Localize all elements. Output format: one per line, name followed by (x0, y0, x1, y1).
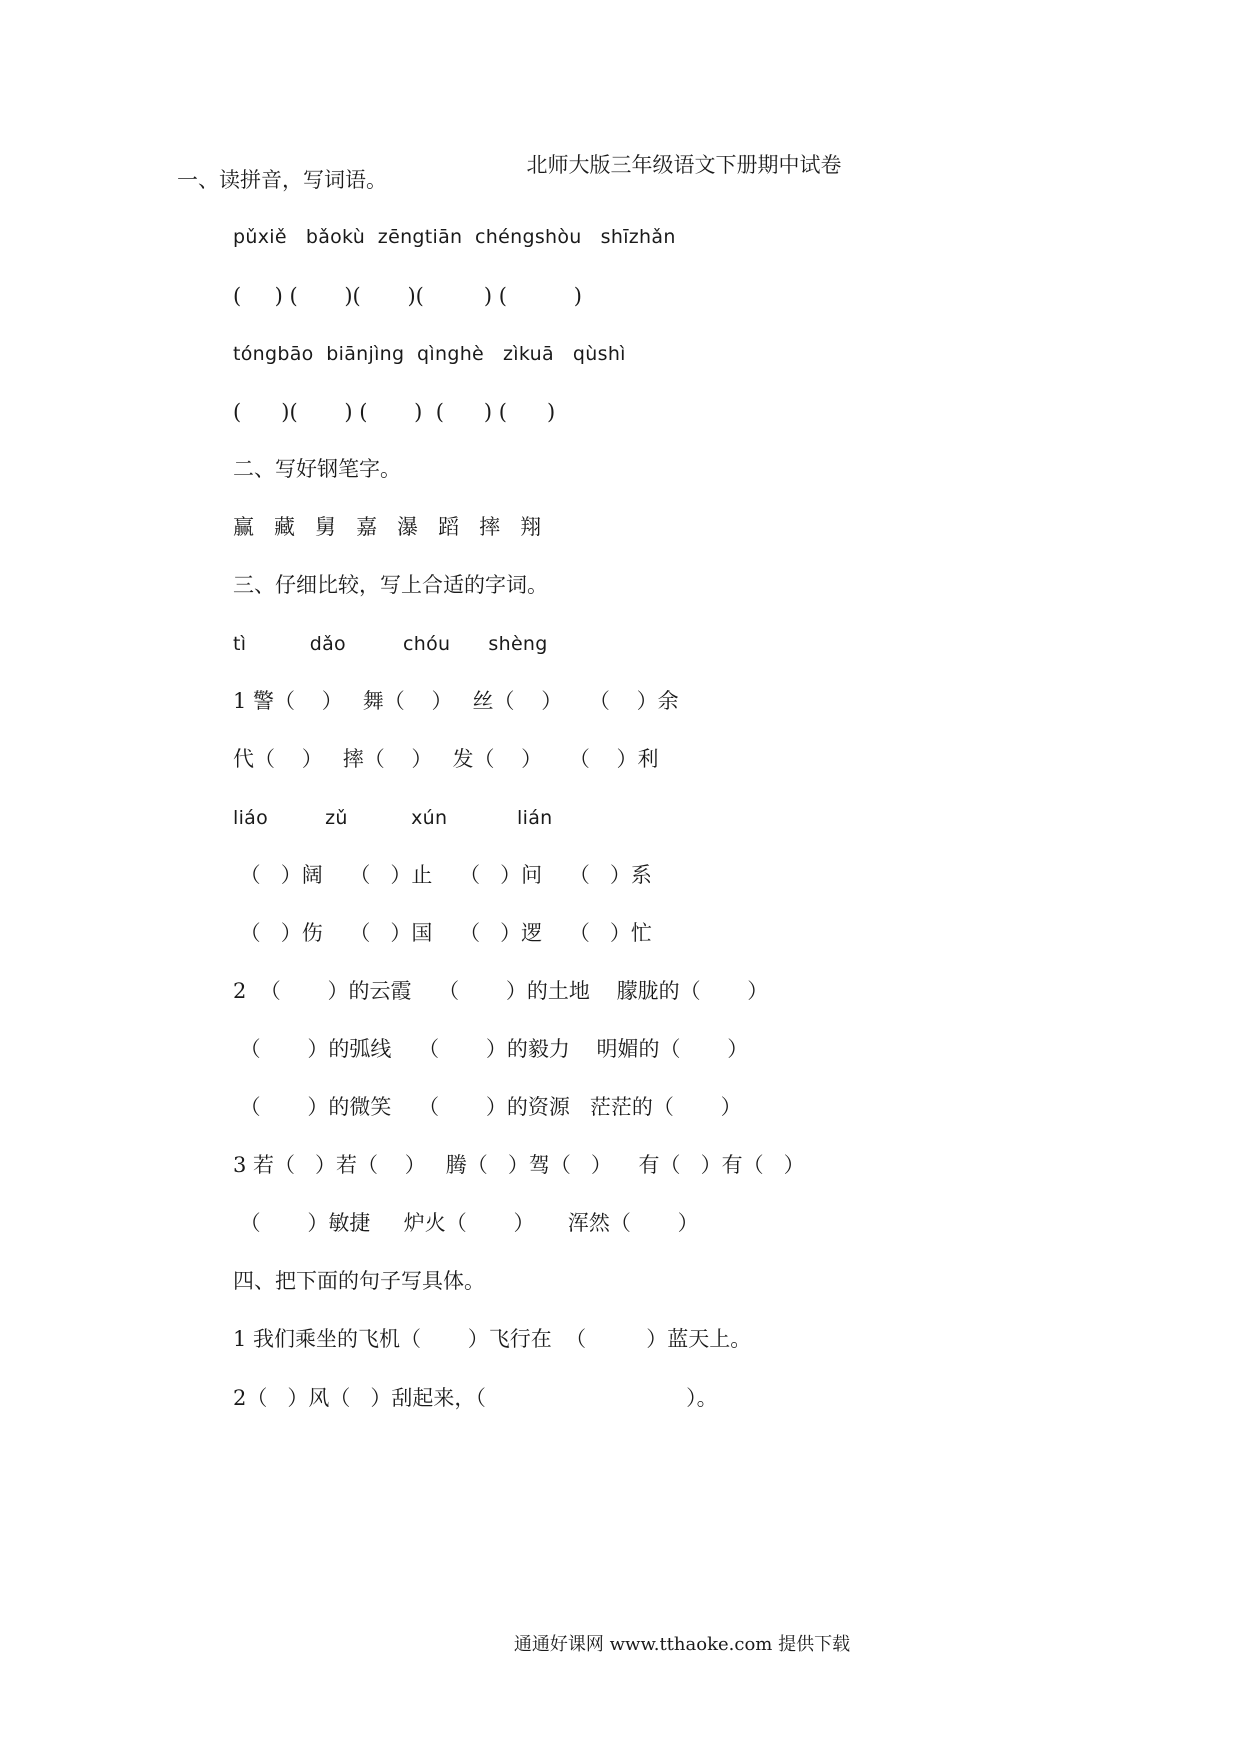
fill-row-a2: 代（ ） 摔（ ） 发（ ） （ ）利 (233, 747, 659, 771)
blank-row-1: ( ) ( )( )( ) ( ) (233, 284, 582, 308)
blank-row-2: ( )( ) ( ) ( ) ( ) (233, 400, 556, 424)
fill-row-c3: （ ）的微笑 （ ）的资源 茫茫的（ ） (233, 1095, 742, 1119)
section-1-heading: 一、读拼音，写词语。 (177, 168, 387, 192)
section-2-heading: 二、写好钢笔字。 (233, 457, 401, 481)
section-3-heading: 三、仔细比较，写上合适的字词。 (233, 573, 548, 597)
pinyin-row-2: tóngbāo biānjìng qìnghè zìkuā qùshì (233, 343, 626, 365)
fill-row-b1: （ ）阔 （ ）止 （ ）问 （ ）系 (233, 863, 652, 887)
fill-row-c2: （ ）的弧线 （ ）的毅力 明媚的（ ） (233, 1037, 749, 1061)
section-4-heading: 四、把下面的句子写具体。 (233, 1269, 485, 1293)
sentence-2: 2（ ）风（ ）刮起来，（ ）。 (233, 1386, 718, 1410)
fill-row-b2: （ ）伤 （ ）国 （ ）逻 （ ）忙 (233, 921, 652, 945)
sentence-1: 1 我们乘坐的飞机（ ）飞行在 （ ）蓝天上。 (233, 1327, 752, 1351)
pinyin-group-b: liáo zǔ xún lián (233, 807, 553, 829)
footer-credit: 通通好课网 www.tthaoke.com 提供下载 (513, 1634, 851, 1655)
pinyin-group-a: tì dǎo chóu shèng (233, 633, 548, 655)
fill-row-c1: 2 （ ）的云霞 （ ）的土地 朦胧的（ ） (233, 979, 769, 1003)
fill-row-d1: 3 若（ ）若（ ） 腾（ ）驾（ ） 有（ ）有（ ） (233, 1153, 805, 1177)
pinyin-row-1: pǔxiě bǎokù zēngtiān chéngshòu shīzhǎn (233, 226, 676, 248)
practice-characters: 赢 藏 舅 嘉 瀑 蹈 摔 翔 (233, 515, 542, 539)
fill-row-a1: 1 警（ ） 舞（ ） 丝（ ） （ ）余 (233, 689, 679, 713)
fill-row-d2: （ ）敏捷 炉火（ ） 浑然（ ） (233, 1211, 699, 1235)
page-title: 北师大版三年级语文下册期中试卷 (526, 153, 842, 177)
